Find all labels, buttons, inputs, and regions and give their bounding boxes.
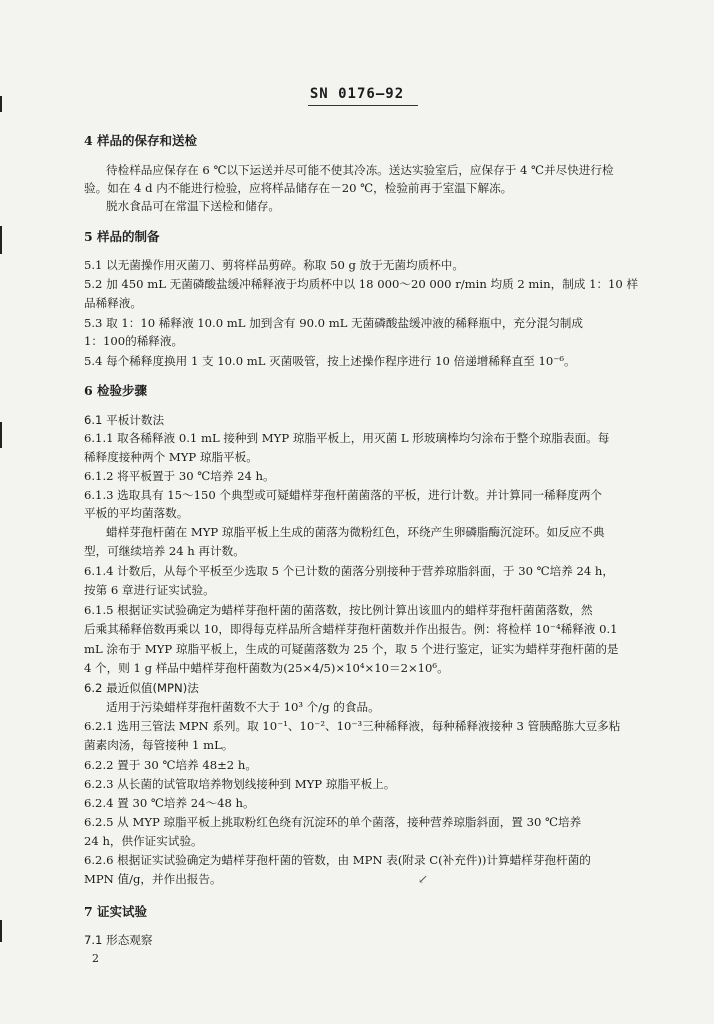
scan-edge-mark bbox=[0, 422, 2, 448]
paragraph-line: 5.1 以无菌操作用灭菌刀、剪将样品剪碎。称取 50 g 放于无菌均质杯中。 bbox=[84, 258, 464, 272]
standard-code: SN 0176—92 bbox=[309, 86, 405, 102]
paragraph-line: 蜡样芽孢杆菌在 MYP 琼脂平板上生成的菌落为微粉红色，环绕产生卵磷脂酶沉淀环。如反应不典 bbox=[106, 525, 605, 539]
paragraph-line: 4 个，则 1 g 样品中蜡样芽孢杆菌数为(25×4/5)×10⁴×10＝2×10⁶。 bbox=[84, 661, 449, 675]
paragraph-line: 6.2.6 根据证实试验确定为蜡样芽孢杆菌的管数，由 MPN 表(附录 C(补充件))计算蜡样芽孢杆菌的 bbox=[84, 853, 591, 867]
paragraph-line: 后乘其稀释倍数再乘以 10，即得每克样品所含蜡样芽孢杆菌数并作出报告。例：将检样 10⁻⁴稀释液 0.1 bbox=[84, 622, 618, 636]
paragraph-line: 适用于污染蜡样芽孢杆菌数不大于 10³ 个/g 的食品。 bbox=[106, 700, 380, 714]
paragraph-line: 待检样品应保存在 6 ℃以下运送并尽可能不使其冷冻。送达实验室后，应保存于 4 ℃并尽快进行检 bbox=[106, 163, 614, 177]
section-heading: 5 样品的制备 bbox=[84, 229, 160, 244]
paragraph-line: 1：100的稀释液。 bbox=[84, 334, 184, 348]
pen-mark: ↙ bbox=[418, 872, 429, 886]
section-heading: 6 检验步骤 bbox=[84, 383, 148, 398]
paragraph-line: MPN 值/g，并作出报告。 bbox=[84, 872, 222, 886]
paragraph-line: 型，可继续培养 24 h 再计数。 bbox=[84, 544, 245, 558]
paragraph-line: 6.1.4 计数后，从每个平板至少选取 5 个已计数的菌落分别接种于营养琼脂斜面，于 30 ℃培养 24 h， bbox=[84, 564, 614, 578]
section-heading: 7 证实试验 bbox=[84, 904, 148, 919]
paragraph-line: 6.2.3 从长菌的试管取培养物划线接种到 MYP 琼脂平板上。 bbox=[84, 777, 396, 791]
paragraph-line: mL 涂布于 MYP 琼脂平板上，生成的可疑菌落数为 25 个，取 5 个进行鉴定，证实为蜡样芽孢杆菌的是 bbox=[84, 642, 619, 656]
header-rule bbox=[308, 105, 418, 106]
paragraph-line: 6.2.4 置 30 ℃培养 24～48 h。 bbox=[84, 796, 255, 810]
scan-edge-mark bbox=[0, 226, 2, 254]
paragraph-line: 6.2.2 置于 30 ℃培养 48±2 h。 bbox=[84, 758, 257, 772]
paragraph-line: 稀释度接种两个 MYP 琼脂平板。 bbox=[84, 450, 258, 464]
section-heading: 4 样品的保存和送检 bbox=[84, 133, 198, 148]
paragraph-line: 5.4 每个稀释度换用 1 支 10.0 mL 灭菌吸管，按上述操作程序进行 10 倍递增稀释直至 10⁻⁶。 bbox=[84, 354, 576, 368]
subsection-heading: 7.1 形态观察 bbox=[84, 933, 153, 947]
paragraph-line: 6.1.1 取各稀释液 0.1 mL 接种到 MYP 琼脂平板上，用灭菌 L 形玻璃棒均匀涂布于整个琼脂表面。每 bbox=[84, 431, 610, 445]
paragraph-line: 按第 6 章进行证实试验。 bbox=[84, 583, 215, 597]
paragraph-line: 6.1.5 根据证实试验确定为蜡样芽孢杆菌的菌落数，按比例计算出该皿内的蜡样芽孢杆菌菌落数，然 bbox=[84, 603, 593, 617]
paragraph-line: 平板的平均菌落数。 bbox=[84, 506, 189, 520]
paragraph-line: 脱水食品可在常温下送检和储存。 bbox=[106, 199, 280, 213]
paragraph-line: 6.1.2 将平板置于 30 ℃培养 24 h。 bbox=[84, 469, 275, 483]
paragraph-line: 菌素肉汤，每管接种 1 mL。 bbox=[84, 738, 234, 752]
paragraph-line: 6.1.3 选取具有 15～150 个典型或可疑蜡样芽孢杆菌菌落的平板，进行计数。并计算同一稀释度两个 bbox=[84, 488, 603, 502]
paragraph-line: 24 h，供作证实试验。 bbox=[84, 834, 203, 848]
paragraph-line: 5.2 加 450 mL 无菌磷酸盐缓冲稀释液于均质杯中以 18 000～20 000 r/min 均质 2 min，制成 1：10 样 bbox=[84, 277, 639, 291]
subsection-heading: 6.2 最近似值(MPN)法 bbox=[84, 681, 199, 695]
paragraph-line: 验。如在 4 d 内不能进行检验，应将样品储存在－20 ℃，检验前再于室温下解冻。 bbox=[84, 181, 513, 195]
page-number: 2 bbox=[92, 952, 99, 965]
subsection-heading: 6.1 平板计数法 bbox=[84, 413, 165, 427]
paragraph-line: 6.2.5 从 MYP 琼脂平板上挑取粉红色绕有沉淀环的单个菌落，接种营养琼脂斜面，置 30 ℃培养 bbox=[84, 815, 582, 829]
paragraph-line: 5.3 取 1：10 稀释液 10.0 mL 加到含有 90.0 mL 无菌磷酸盐缓冲液的稀释瓶中，充分混匀制成 bbox=[84, 316, 583, 330]
scan-edge-mark bbox=[0, 920, 2, 942]
paragraph-line: 6.2.1 选用三管法 MPN 系列。取 10⁻¹、10⁻²、10⁻³三种稀释液，每种稀释液接种 3 管胰酪胨大豆多粘 bbox=[84, 719, 621, 733]
paragraph-line: 品稀释液。 bbox=[84, 296, 142, 310]
